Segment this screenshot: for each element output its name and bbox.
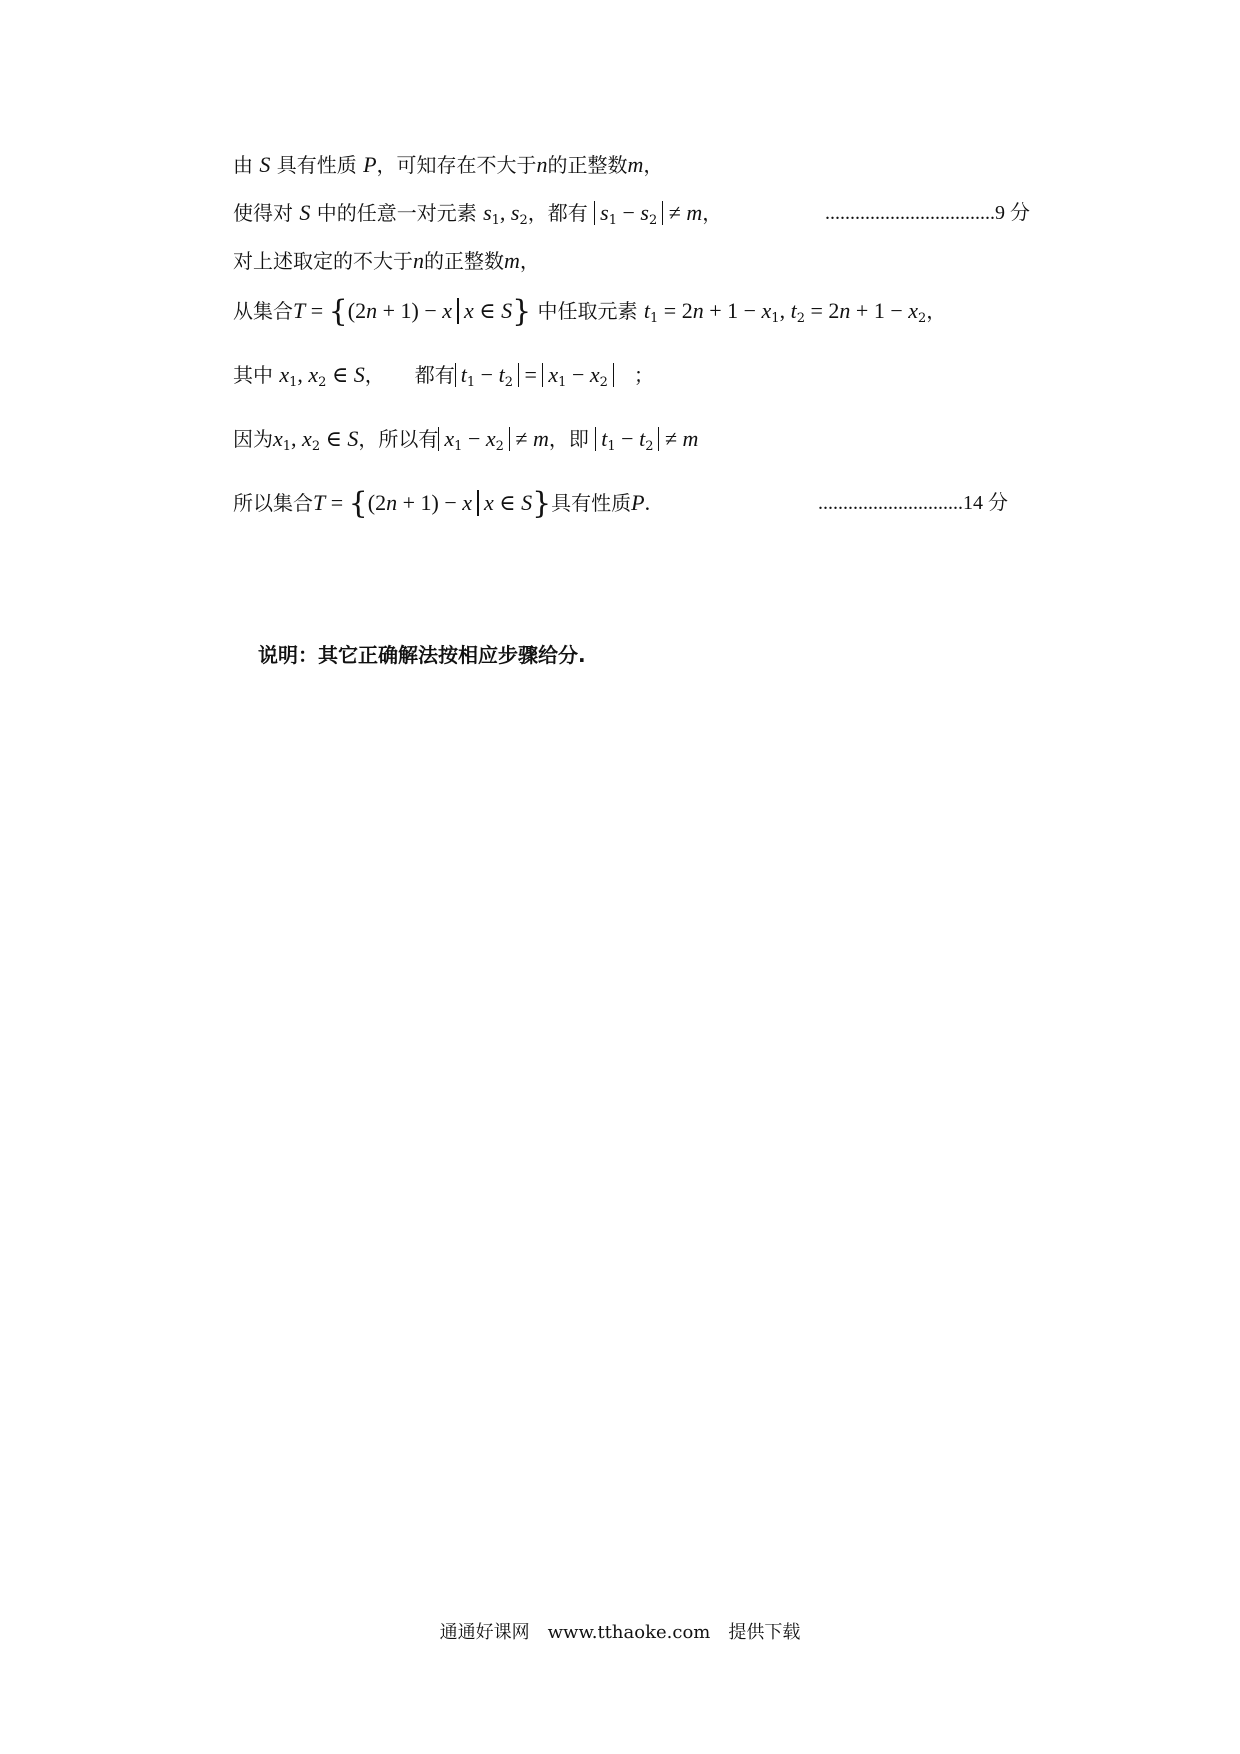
- math-var: t: [790, 298, 797, 323]
- math-op: ,: [291, 426, 303, 451]
- subscript: 2: [599, 375, 608, 390]
- math-var: s: [600, 200, 609, 225]
- math-op: −: [615, 426, 640, 451]
- absolute-value: [594, 200, 663, 228]
- math-op: −: [566, 362, 590, 387]
- math-var: S: [501, 298, 513, 323]
- math-var: S: [259, 152, 271, 177]
- subscript: 2: [918, 311, 927, 326]
- text: 中任取元素: [537, 299, 638, 323]
- math-op: ,: [297, 362, 309, 387]
- math-var: n: [536, 152, 548, 177]
- math-op: ,: [779, 298, 791, 323]
- math-var: T: [293, 298, 306, 323]
- set-builder-bar: [457, 298, 459, 324]
- math-var: x: [462, 490, 472, 515]
- subscript: 1: [454, 439, 463, 454]
- math-var: P: [631, 490, 645, 515]
- text: ，: [926, 299, 947, 323]
- math-var: x: [589, 362, 600, 387]
- math-var: x: [464, 298, 474, 323]
- text: ，可知存在不大于: [376, 153, 537, 177]
- subscript: 1: [491, 213, 500, 228]
- score-14: .............................14 分: [818, 492, 1008, 514]
- subscript: 2: [318, 375, 327, 390]
- left-brace: {: [328, 294, 348, 329]
- math-var: x: [279, 362, 290, 387]
- text-line-7: [233, 488, 650, 519]
- absolute-value: [438, 426, 510, 454]
- math-op: −: [462, 426, 486, 451]
- math-var: x: [484, 490, 494, 515]
- grading-note: 说明：其它正确解法按相应步骤给分.: [258, 643, 586, 667]
- text: ，: [519, 249, 540, 273]
- text-line-4: [233, 296, 946, 334]
- math-var: m: [682, 426, 699, 451]
- right-brace: }: [532, 486, 552, 521]
- subscript: 1: [771, 311, 780, 326]
- math-var: S: [353, 362, 365, 387]
- math-op: ≠: [509, 426, 533, 451]
- subscript: 1: [608, 213, 617, 228]
- text: 的正整数: [547, 153, 628, 177]
- math-op: −: [616, 200, 641, 225]
- math-var: x: [308, 362, 319, 387]
- subscript: 2: [645, 439, 654, 454]
- subscript: 2: [495, 439, 504, 454]
- math-var: t: [601, 426, 608, 451]
- subscript: 1: [558, 375, 567, 390]
- text: 具有性质: [551, 491, 632, 515]
- text: ，: [702, 201, 723, 225]
- math-var: t: [639, 426, 646, 451]
- absolute-value: [595, 426, 659, 454]
- text: ，所以有: [358, 427, 439, 451]
- math-var: S: [521, 490, 533, 515]
- math-var: S: [347, 426, 359, 451]
- subscript: 1: [650, 311, 659, 326]
- math-op: = 2: [658, 298, 693, 323]
- text-line-3: [233, 246, 540, 276]
- math-op: ,: [499, 200, 511, 225]
- math-op: =: [518, 362, 543, 387]
- text: 从集合: [233, 299, 293, 323]
- math-var: S: [299, 200, 311, 225]
- subscript: 2: [648, 213, 658, 228]
- math-var: P: [363, 152, 377, 177]
- math-var: T: [313, 490, 326, 515]
- math-op: ∈: [320, 426, 348, 451]
- text: 其中: [233, 363, 273, 387]
- math-var: x: [908, 298, 918, 323]
- text: 由: [233, 153, 253, 177]
- math-var: n: [692, 298, 704, 323]
- text-line-6: [233, 424, 698, 462]
- text: 对上述取定的不大于: [233, 249, 413, 273]
- math-var: m: [504, 248, 520, 273]
- math-var: n: [839, 298, 851, 323]
- math-op: .: [644, 490, 651, 515]
- absolute-value: [542, 362, 614, 390]
- left-brace: {: [348, 486, 368, 521]
- math-op: + 1) −: [377, 298, 443, 323]
- page-footer: 通通好课网 www.tthaoke.com 提供下载: [439, 1622, 801, 1643]
- text: 具有性质: [276, 153, 357, 177]
- math-op: =: [305, 298, 329, 323]
- text: ；: [613, 363, 654, 387]
- math-op: ≠: [659, 426, 683, 451]
- math-op: = 2: [804, 298, 840, 323]
- math-var: x: [548, 362, 559, 387]
- math-var: s: [640, 200, 649, 225]
- math-var: x: [442, 298, 452, 323]
- subscript: 2: [519, 213, 528, 228]
- math-var: n: [413, 248, 424, 273]
- math-op: ∈: [493, 490, 522, 515]
- subscript: 2: [796, 311, 805, 326]
- math-var: m: [532, 426, 549, 451]
- text-line-2: [233, 198, 722, 236]
- math-op: =: [325, 490, 349, 515]
- math-var: x: [485, 426, 496, 451]
- math-var: s: [510, 200, 520, 225]
- text: 所以集合: [233, 491, 313, 515]
- math-var: t: [460, 362, 467, 387]
- math-var: n: [366, 298, 378, 323]
- text: ，都有: [527, 201, 595, 225]
- subscript: 1: [289, 375, 298, 390]
- math-op: + 1 −: [703, 298, 762, 323]
- subscript: 1: [607, 439, 616, 454]
- math-op: + 1 −: [850, 298, 909, 323]
- text: 使得对: [233, 201, 293, 225]
- math-op: (2: [367, 490, 387, 515]
- text: ，即: [548, 427, 596, 451]
- math-var: m: [686, 200, 703, 225]
- math-var: t: [498, 362, 505, 387]
- math-var: x: [302, 426, 312, 451]
- math-var: s: [483, 200, 492, 225]
- set-builder-bar: [477, 490, 479, 516]
- math-op: (2: [347, 298, 367, 323]
- math-op: ∈: [473, 298, 502, 323]
- text-line-5: [233, 360, 654, 398]
- score-9: ..................................9 分: [825, 202, 1030, 224]
- right-brace: }: [512, 294, 532, 329]
- math-op: −: [475, 362, 499, 387]
- math-op: ≠: [663, 200, 687, 225]
- math-var: x: [444, 426, 455, 451]
- math-var: n: [386, 490, 398, 515]
- subscript: 2: [504, 375, 513, 390]
- subscript: 2: [311, 439, 321, 454]
- text: 中的任意一对元素: [316, 201, 477, 225]
- math-op: ∈: [326, 362, 354, 387]
- math-var: x: [761, 298, 772, 323]
- math-op: + 1) −: [397, 490, 463, 515]
- text: 的正整数: [424, 249, 504, 273]
- math-var: m: [627, 152, 644, 177]
- subscript: 1: [466, 375, 476, 390]
- math-var: t: [643, 298, 650, 323]
- math-var: x: [273, 426, 283, 451]
- text: ，: [643, 153, 664, 177]
- text: ， 都有: [364, 363, 455, 387]
- subscript: 1: [282, 439, 292, 454]
- absolute-value: [455, 362, 519, 390]
- text-line-1: [233, 150, 663, 180]
- text: 因为: [233, 427, 273, 451]
